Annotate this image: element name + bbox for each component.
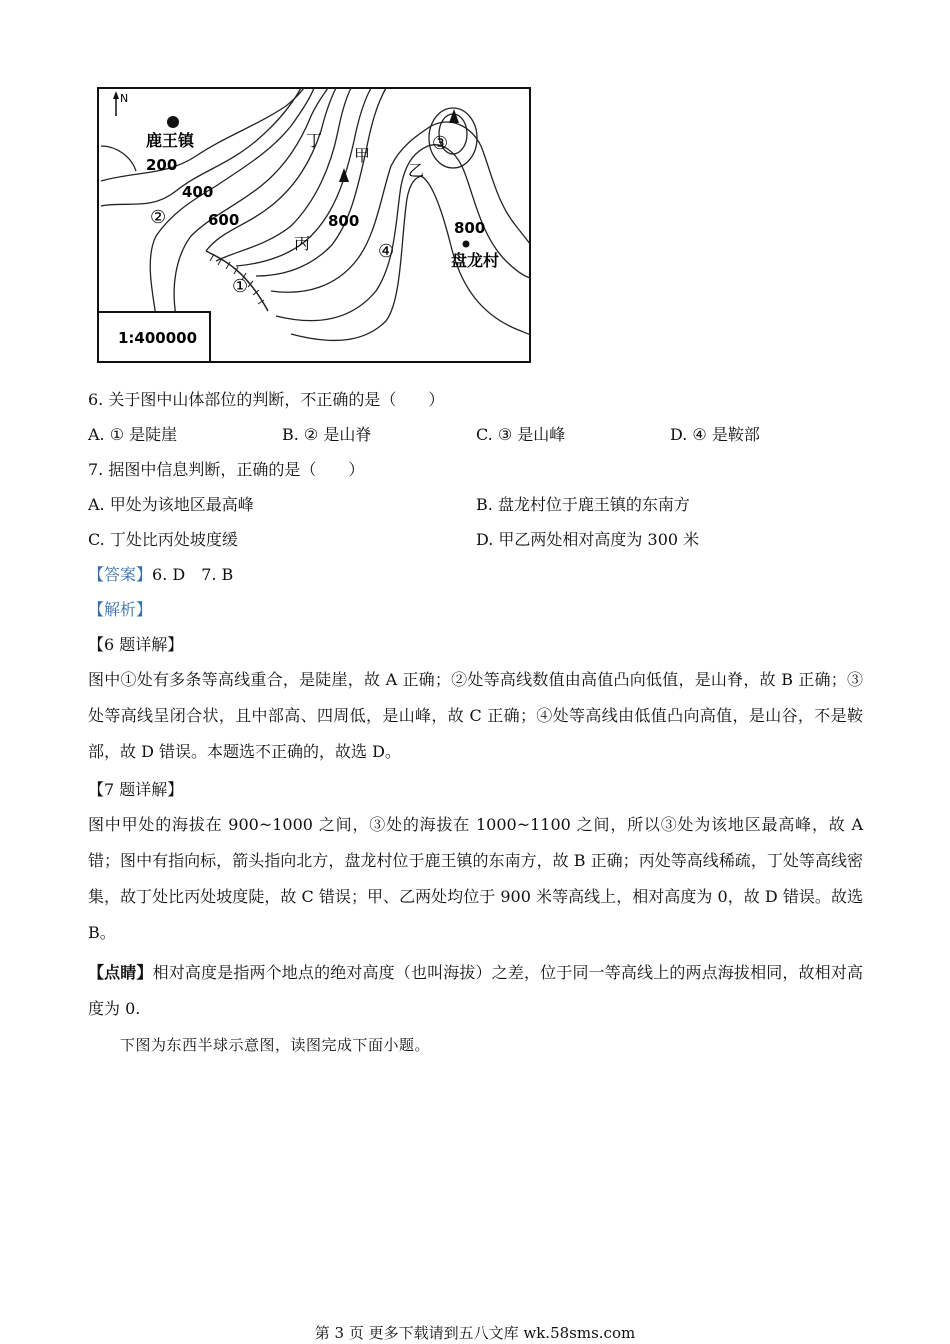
marker-3: ③ <box>432 133 449 154</box>
tip-block <box>88 955 863 1027</box>
q6-option-b: B. ② 是山脊 <box>282 425 372 444</box>
marker-4: ④ <box>378 241 395 262</box>
contour-map <box>96 86 532 364</box>
contour-label-400: 400 <box>182 183 214 201</box>
contour-label-200: 200 <box>146 156 178 174</box>
page-footer: 第 3 页 更多下载请到五八文库 wk.58sms.com <box>314 1324 636 1342</box>
detail6-paragraph: 图中①处有多条等高线重合，是陡崖，故 A 正确；②处等高线数值由高值凸向低值，是山脊，故 B 正确；③处等高线呈闭合状，且中部高、四周低，是山峰，故 C 正确；④处等高线由低值凸向高值，是山谷，不是鞍部，故 D 错误。本题选不正确的，故选 D。 <box>88 670 863 761</box>
village-dot-icon <box>463 241 470 248</box>
tip-title: 【点睛】 <box>88 963 153 982</box>
marker-1: ① <box>232 276 249 297</box>
north-label: N <box>120 92 129 105</box>
analysis-tag: 【解析】 <box>88 600 153 619</box>
town-label: 鹿王镇 <box>146 131 195 150</box>
q6-option-c: C. ③ 是山峰 <box>476 425 566 444</box>
detail6-text <box>88 662 863 770</box>
detail7-title: 【7 题详解】 <box>88 780 184 799</box>
answer-line <box>88 564 233 586</box>
q6-stem: 6. 关于图中山体部位的判断，不正确的是（ ） <box>88 390 445 409</box>
detail7-text <box>88 807 863 951</box>
detail7-paragraph: 图中甲处的海拔在 900~1000 之间，③处的海拔在 1000~1100 之间，所以③处为该地区最高峰，故 A 错；图中有指向标，箭头指向北方，盘龙村位于鹿王镇的东南方，故 B 正确；丙处等高线稀疏，丁处等高线密集，故丁处比丙处坡度陡，故 C 错误；甲、乙两处均位于 900 米等高线上，相对高度为 0，故 D 错误。故选 B。 <box>88 815 863 942</box>
place-yi: 乙 <box>408 161 425 180</box>
place-ding: 丁 <box>306 131 323 150</box>
section-intro: 下图为东西半球示意图，读图完成下面小题。 <box>120 1036 431 1054</box>
q7-option-c: C. 丁处比丙处坡度缓 <box>88 530 238 549</box>
q7-option-b: B. 盘龙村位于鹿王镇的东南方 <box>476 495 690 514</box>
q6-option-a: A. ① 是陡崖 <box>88 425 178 444</box>
q7-stem: 7. 据图中信息判断，正确的是（ ） <box>88 460 365 479</box>
contour-label-800-west: 800 <box>328 212 360 230</box>
place-bing: 丙 <box>294 234 311 253</box>
contour-label-800-east: 800 <box>454 219 486 237</box>
q7-option-a: A. 甲处为该地区最高峰 <box>88 495 254 514</box>
detail6-title: 【6 题详解】 <box>88 635 184 654</box>
contour-label-600: 600 <box>208 211 240 229</box>
marker-2: ② <box>150 207 167 228</box>
answer-tag: 【答案】 <box>88 565 153 584</box>
town-dot-icon <box>167 116 179 128</box>
q6-option-d: D. ④ 是鞍部 <box>670 425 760 444</box>
q7-option-d: D. 甲乙两处相对高度为 300 米 <box>476 530 700 549</box>
scale-label: 1:400000 <box>118 329 198 347</box>
village-label: 盘龙村 <box>451 251 500 270</box>
answer-text: 6. D 7. B <box>152 565 234 584</box>
place-jia: 甲 <box>354 146 371 165</box>
tip-text: 相对高度是指两个地点的绝对高度（也叫海拔）之差，位于同一等高线上的两点海拔相同，故相对高度为 0. <box>88 963 863 1018</box>
